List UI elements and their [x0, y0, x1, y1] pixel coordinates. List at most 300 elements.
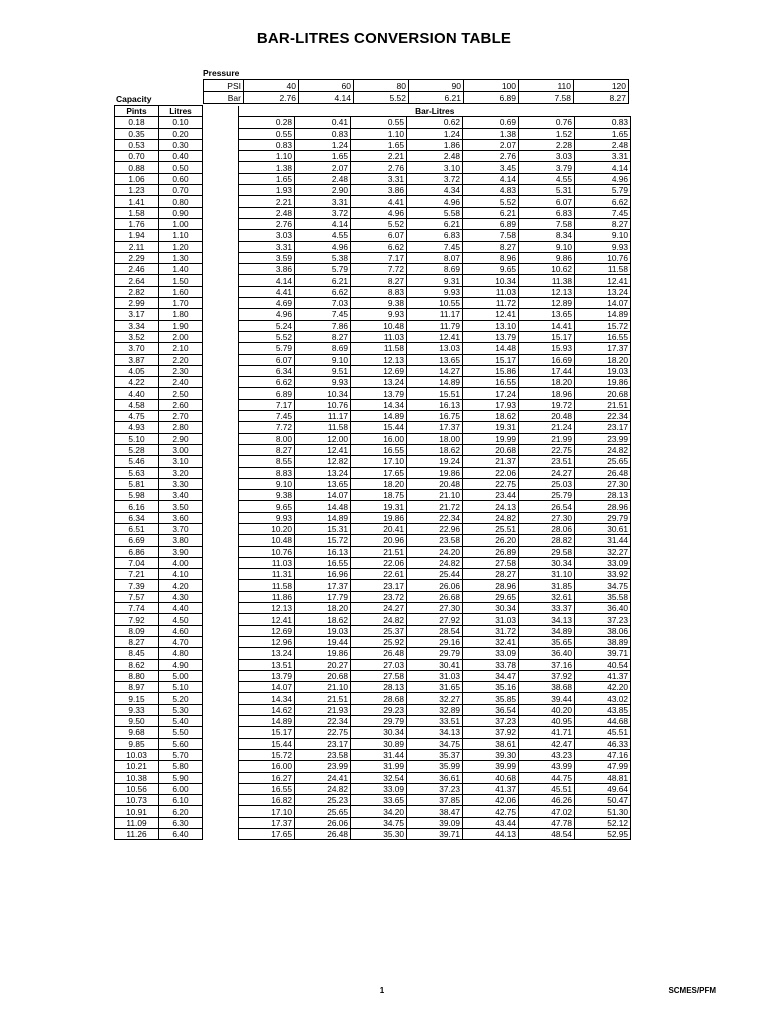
bar-litres-cell: 26.89 [463, 546, 519, 557]
bar-litres-cell: 34.75 [575, 580, 631, 591]
litres-cell: 0.20 [159, 128, 203, 139]
bar-litres-cell: 22.75 [295, 727, 351, 738]
table-row [115, 716, 631, 727]
bar-litres-cell: 26.54 [519, 501, 575, 512]
pints-cell: 11.26 [115, 829, 159, 840]
bar-litres-cell: 9.93 [575, 241, 631, 252]
bar-litres-cell: 14.48 [295, 501, 351, 512]
bar-litres-cell: 36.61 [407, 772, 463, 783]
spacer-cell [203, 173, 239, 184]
litres-cell: 0.40 [159, 151, 203, 162]
pints-cell: 8.27 [115, 636, 159, 647]
bar-litres-cell: 11.17 [295, 411, 351, 422]
litres-cell: 1.60 [159, 286, 203, 297]
pints-cell: 2.99 [115, 298, 159, 309]
spacer-cell [203, 162, 239, 173]
bar-litres-cell: 25.37 [351, 625, 407, 636]
bar-litres-cell: 11.31 [239, 569, 295, 580]
bar-litres-cell: 27.30 [575, 478, 631, 489]
bar-litres-cell: 40.20 [519, 704, 575, 715]
pints-cell: 9.15 [115, 693, 159, 704]
table-row [115, 151, 631, 162]
spacer-cell [203, 411, 239, 422]
table-row [115, 603, 631, 614]
spacer-cell [203, 670, 239, 681]
bar-litres-cell: 52.95 [575, 829, 631, 840]
bar-litres-cell: 2.48 [575, 139, 631, 150]
bar-litres-cell: 48.81 [575, 772, 631, 783]
bar-litres-cell: 31.72 [463, 625, 519, 636]
pints-cell: 3.17 [115, 309, 159, 320]
bar-litres-cell: 2.07 [295, 162, 351, 173]
table-row [115, 772, 631, 783]
bar-litres-cell: 25.92 [351, 636, 407, 647]
table-row [115, 185, 631, 196]
bar-litres-cell: 4.34 [407, 185, 463, 196]
bar-litres-cell: 17.44 [519, 365, 575, 376]
column-header-row [115, 106, 631, 117]
bar-litres-cell: 36.40 [575, 603, 631, 614]
bar-litres-cell: 16.96 [295, 569, 351, 580]
bar-litres-cell: 15.86 [463, 365, 519, 376]
pints-cell: 8.09 [115, 625, 159, 636]
bar-litres-cell: 16.69 [519, 354, 575, 365]
bar-litres-cell: 9.38 [351, 298, 407, 309]
bar-litres-cell: 25.44 [407, 569, 463, 580]
pints-cell: 2.82 [115, 286, 159, 297]
bar-litres-cell: 10.48 [351, 320, 407, 331]
litres-cell: 0.50 [159, 162, 203, 173]
bar-litres-cell: 1.10 [351, 128, 407, 139]
bar-litres-cell: 30.41 [407, 659, 463, 670]
pints-cell: 10.56 [115, 783, 159, 794]
bar-value: 4.14 [299, 92, 354, 104]
bar-litres-cell: 3.72 [407, 173, 463, 184]
psi-value: 110 [519, 80, 574, 92]
pints-cell: 1.58 [115, 207, 159, 218]
bar-litres-cell: 8.27 [351, 275, 407, 286]
table-row [115, 490, 631, 501]
pints-cell: 3.87 [115, 354, 159, 365]
pints-cell: 4.93 [115, 422, 159, 433]
bar-litres-cell: 9.93 [239, 512, 295, 523]
bar-litres-cell: 29.79 [351, 716, 407, 727]
bar-litres-cell: 16.55 [575, 331, 631, 342]
bar-litres-cell: 7.17 [351, 252, 407, 263]
bar-litres-cell: 13.24 [575, 286, 631, 297]
bar-litres-cell: 43.23 [519, 749, 575, 760]
table-row [115, 241, 631, 252]
bar-litres-cell: 7.45 [407, 241, 463, 252]
bar-litres-cell: 4.96 [351, 207, 407, 218]
bar-litres-cell: 43.99 [519, 761, 575, 772]
litres-cell: 0.30 [159, 139, 203, 150]
bar-litres-cell: 20.68 [295, 670, 351, 681]
litres-cell: 2.30 [159, 365, 203, 376]
bar-litres-cell: 33.78 [463, 659, 519, 670]
bar-litres-cell: 24.82 [407, 557, 463, 568]
pints-cell: 5.98 [115, 490, 159, 501]
litres-cell: 2.10 [159, 343, 203, 354]
bar-litres-cell: 19.24 [407, 456, 463, 467]
bar-litres-cell: 9.31 [407, 275, 463, 286]
bar-litres-cell: 1.10 [239, 151, 295, 162]
bar-litres-cell: 14.89 [351, 411, 407, 422]
bar-litres-cell: 13.10 [463, 320, 519, 331]
bar-litres-cell: 23.17 [295, 738, 351, 749]
pints-cell: 8.80 [115, 670, 159, 681]
bar-litres-cell: 12.69 [351, 365, 407, 376]
pints-cell: 9.85 [115, 738, 159, 749]
bar-litres-cell: 36.40 [519, 648, 575, 659]
bar-litres-cell: 10.55 [407, 298, 463, 309]
bar-litres-cell: 10.62 [519, 264, 575, 275]
spacer-cell [203, 275, 239, 286]
spacer-cell [203, 252, 239, 263]
table-row [115, 365, 631, 376]
pints-cell: 11.09 [115, 817, 159, 828]
bar-litres-cell: 13.03 [407, 343, 463, 354]
bar-litres-cell: 23.58 [407, 535, 463, 546]
litres-cell: 5.70 [159, 749, 203, 760]
table-row [115, 354, 631, 365]
pressure-header-table [203, 79, 629, 104]
litres-cell: 3.10 [159, 456, 203, 467]
table-row [115, 625, 631, 636]
bar-litres-cell: 31.10 [519, 569, 575, 580]
bar-litres-cell: 46.26 [519, 795, 575, 806]
bar-value: 7.58 [519, 92, 574, 104]
pints-cell: 10.38 [115, 772, 159, 783]
bar-litres-cell: 29.23 [351, 704, 407, 715]
pints-cell: 10.03 [115, 749, 159, 760]
bar-litres-cell: 3.31 [575, 151, 631, 162]
spacer-cell [203, 196, 239, 207]
bar-litres-cell: 34.89 [519, 625, 575, 636]
bar-litres-cell: 34.75 [407, 738, 463, 749]
pints-cell: 2.29 [115, 252, 159, 263]
bar-litres-cell: 3.31 [295, 196, 351, 207]
bar-litres-cell: 22.06 [351, 557, 407, 568]
bar-litres-cell: 6.62 [575, 196, 631, 207]
table-row [115, 659, 631, 670]
bar-litres-cell: 2.76 [463, 151, 519, 162]
table-row [115, 298, 631, 309]
bar-litres-cell: 35.16 [463, 682, 519, 693]
bar-litres-cell: 18.62 [463, 411, 519, 422]
bar-litres-cell: 5.52 [351, 218, 407, 229]
bar-litres-cell: 9.93 [295, 377, 351, 388]
table-row [115, 275, 631, 286]
bar-litres-cell: 37.85 [407, 795, 463, 806]
table-row [115, 286, 631, 297]
bar-litres-cell: 11.03 [351, 331, 407, 342]
spacer-cell [203, 535, 239, 546]
bar-litres-cell: 1.65 [239, 173, 295, 184]
bar-litres-cell: 33.09 [351, 783, 407, 794]
bar-litres-cell: 8.69 [295, 343, 351, 354]
psi-row [204, 80, 629, 92]
spacer-cell [203, 264, 239, 275]
bar-litres-cell: 6.62 [351, 241, 407, 252]
bar-litres-cell: 27.03 [351, 659, 407, 670]
table-row [115, 670, 631, 681]
bar-litres-cell: 30.34 [519, 557, 575, 568]
bar-litres-cell: 6.89 [463, 218, 519, 229]
litres-cell: 2.80 [159, 422, 203, 433]
spacer-cell [203, 636, 239, 647]
bar-litres-cell: 0.55 [351, 117, 407, 128]
pints-cell: 7.74 [115, 603, 159, 614]
litres-cell: 3.30 [159, 478, 203, 489]
bar-litres-cell: 31.03 [463, 614, 519, 625]
bar-litres-cell: 17.79 [295, 591, 351, 602]
bar-litres-cell: 7.03 [295, 298, 351, 309]
spacer-cell [203, 377, 239, 388]
bar-litres-cell: 1.52 [519, 128, 575, 139]
spacer-cell [203, 557, 239, 568]
pints-cell: 10.21 [115, 761, 159, 772]
bar-litres-cell: 13.79 [463, 331, 519, 342]
pints-cell: 6.69 [115, 535, 159, 546]
bar-litres-cell: 3.45 [463, 162, 519, 173]
bar-litres-cell: 9.65 [463, 264, 519, 275]
bar-litres-cell: 31.44 [351, 749, 407, 760]
table-row [115, 128, 631, 139]
bar-litres-cell: 20.48 [407, 478, 463, 489]
litres-cell: 3.80 [159, 535, 203, 546]
table-row [115, 648, 631, 659]
bar-litres-cell: 6.62 [295, 286, 351, 297]
pints-header: Pints [115, 106, 159, 117]
litres-cell: 5.90 [159, 772, 203, 783]
spacer-cell [203, 343, 239, 354]
bar-litres-cell: 12.41 [407, 331, 463, 342]
spacer-cell [203, 716, 239, 727]
bar-litres-cell: 15.44 [351, 422, 407, 433]
bar-litres-cell: 8.27 [575, 218, 631, 229]
bar-litres-cell: 23.17 [575, 422, 631, 433]
bar-litres-cell: 1.24 [407, 128, 463, 139]
table-row [115, 829, 631, 840]
pints-cell: 6.16 [115, 501, 159, 512]
litres-cell: 4.80 [159, 648, 203, 659]
pints-cell: 0.53 [115, 139, 159, 150]
pints-cell: 5.81 [115, 478, 159, 489]
spacer-cell [203, 320, 239, 331]
litres-cell: 1.50 [159, 275, 203, 286]
spacer-cell [203, 354, 239, 365]
bar-row [204, 92, 629, 104]
spacer-cell [203, 682, 239, 693]
bar-litres-cell: 17.65 [351, 467, 407, 478]
bar-litres-cell: 4.14 [239, 275, 295, 286]
spacer-cell [203, 139, 239, 150]
pints-cell: 1.06 [115, 173, 159, 184]
bar-litres-cell: 12.82 [295, 456, 351, 467]
bar-litres-cell: 32.61 [519, 591, 575, 602]
bar-litres-cell: 9.10 [519, 241, 575, 252]
spacer-cell [203, 648, 239, 659]
bar-litres-cell: 0.41 [295, 117, 351, 128]
litres-cell: 2.90 [159, 433, 203, 444]
litres-cell: 2.40 [159, 377, 203, 388]
bar-litres-cell: 8.07 [407, 252, 463, 263]
bar-litres-cell: 17.37 [295, 580, 351, 591]
bar-litres-cell: 5.24 [239, 320, 295, 331]
bar-litres-cell: 18.62 [407, 444, 463, 455]
bar-litres-cell: 9.93 [407, 286, 463, 297]
spacer-cell [203, 795, 239, 806]
table-row [115, 117, 631, 128]
bar-litres-cell: 24.82 [575, 444, 631, 455]
pints-cell: 0.88 [115, 162, 159, 173]
bar-litres-cell: 11.72 [463, 298, 519, 309]
bar-litres-cell: 39.44 [519, 693, 575, 704]
bar-litres-cell: 14.34 [239, 693, 295, 704]
bar-litres-cell: 30.89 [351, 738, 407, 749]
bar-litres-cell: 16.55 [463, 377, 519, 388]
bar-litres-cell: 5.31 [519, 185, 575, 196]
bar-litres-cell: 5.79 [239, 343, 295, 354]
bar-litres-cell: 11.86 [239, 591, 295, 602]
table-row [115, 636, 631, 647]
bar-litres-cell: 41.37 [463, 783, 519, 794]
pints-cell: 4.40 [115, 388, 159, 399]
spacer-cell [203, 829, 239, 840]
bar-litres-cell: 8.83 [351, 286, 407, 297]
pints-cell: 6.34 [115, 512, 159, 523]
bar-litres-cell: 50.47 [575, 795, 631, 806]
bar-litres-cell: 2.07 [463, 139, 519, 150]
table-row [115, 444, 631, 455]
pints-cell: 10.73 [115, 795, 159, 806]
bar-litres-cell: 20.27 [295, 659, 351, 670]
bar-litres-cell: 2.21 [351, 151, 407, 162]
bar-litres-cell: 14.89 [295, 512, 351, 523]
table-row [115, 264, 631, 275]
pints-cell: 0.35 [115, 128, 159, 139]
bar-litres-cell: 26.20 [463, 535, 519, 546]
bar-litres-cell: 32.27 [575, 546, 631, 557]
bar-litres-cell: 8.69 [407, 264, 463, 275]
bar-litres-cell: 24.27 [351, 603, 407, 614]
bar-litres-cell: 28.96 [575, 501, 631, 512]
bar-litres-cell: 14.89 [239, 716, 295, 727]
spacer-cell [203, 478, 239, 489]
spacer-cell [203, 749, 239, 760]
bar-litres-cell: 1.65 [575, 128, 631, 139]
pints-cell: 8.97 [115, 682, 159, 693]
bar-litres-cell: 14.07 [575, 298, 631, 309]
spacer-cell [203, 230, 239, 241]
bar-litres-cell: 27.30 [407, 603, 463, 614]
bar-litres-cell: 15.93 [519, 343, 575, 354]
bar-litres-cell: 15.44 [239, 738, 295, 749]
bar-litres-cell: 16.13 [295, 546, 351, 557]
bar-litres-cell: 6.34 [239, 365, 295, 376]
table-row [115, 388, 631, 399]
litres-cell: 0.70 [159, 185, 203, 196]
spacer-cell [203, 523, 239, 534]
pints-cell: 3.52 [115, 331, 159, 342]
pints-cell: 4.22 [115, 377, 159, 388]
bar-litres-cell: 23.51 [519, 456, 575, 467]
bar-litres-cell: 8.96 [463, 252, 519, 263]
spacer-cell [203, 241, 239, 252]
bar-litres-cell: 11.03 [463, 286, 519, 297]
bar-litres-cell: 47.99 [575, 761, 631, 772]
bar-litres-cell: 35.37 [407, 749, 463, 760]
table-row [115, 749, 631, 760]
spacer-cell [203, 433, 239, 444]
pints-cell: 4.05 [115, 365, 159, 376]
table-row [115, 331, 631, 342]
table-row [115, 795, 631, 806]
bar-litres-cell: 24.82 [463, 512, 519, 523]
bar-litres-cell: 11.58 [575, 264, 631, 275]
bar-litres-cell: 2.76 [351, 162, 407, 173]
bar-litres-cell: 25.65 [575, 456, 631, 467]
bar-litres-cell: 21.10 [407, 490, 463, 501]
bar-litres-cell: 16.13 [407, 399, 463, 410]
spacer-cell [203, 501, 239, 512]
bar-litres-cell: 23.58 [295, 749, 351, 760]
conversion-table-body [115, 106, 631, 840]
bar-litres-cell: 2.21 [239, 196, 295, 207]
spacer-cell [203, 817, 239, 828]
litres-header: Litres [159, 106, 203, 117]
bar-litres-cell: 23.44 [463, 490, 519, 501]
pints-cell: 4.75 [115, 411, 159, 422]
bar-litres-cell: 26.48 [295, 829, 351, 840]
bar-litres-cell: 0.62 [407, 117, 463, 128]
litres-cell: 3.70 [159, 523, 203, 534]
bar-litres-cell: 25.65 [295, 806, 351, 817]
table-row [115, 557, 631, 568]
spacer-cell [203, 783, 239, 794]
bar-litres-cell: 14.48 [463, 343, 519, 354]
bar-litres-cell: 5.79 [575, 185, 631, 196]
page-title: BAR-LITRES CONVERSION TABLE [256, 30, 512, 47]
litres-cell: 1.80 [159, 309, 203, 320]
bar-litres-cell: 3.31 [351, 173, 407, 184]
bar-litres-cell: 37.92 [463, 727, 519, 738]
bar-litres-cell: 21.72 [407, 501, 463, 512]
bar-litres-cell: 19.86 [575, 377, 631, 388]
pressure-label: Pressure [203, 68, 240, 78]
bar-litres-cell: 14.34 [351, 399, 407, 410]
litres-cell: 0.60 [159, 173, 203, 184]
bar-litres-cell: 9.10 [295, 354, 351, 365]
bar-litres-cell: 27.58 [351, 670, 407, 681]
spacer-cell [203, 467, 239, 478]
bar-litres-cell: 27.92 [407, 614, 463, 625]
bar-litres-cell: 42.06 [463, 795, 519, 806]
litres-cell: 1.30 [159, 252, 203, 263]
bar-litres-cell: 44.68 [575, 716, 631, 727]
bar-litres-cell: 7.72 [351, 264, 407, 275]
table-row [115, 478, 631, 489]
bar-litres-cell: 17.10 [239, 806, 295, 817]
bar-litres-cell: 22.34 [575, 411, 631, 422]
spacer-cell [203, 444, 239, 455]
litres-cell: 2.70 [159, 411, 203, 422]
bar-litres-cell: 8.34 [519, 230, 575, 241]
litres-cell: 2.60 [159, 399, 203, 410]
bar-litres-cell: 16.55 [295, 557, 351, 568]
spacer-cell [203, 399, 239, 410]
